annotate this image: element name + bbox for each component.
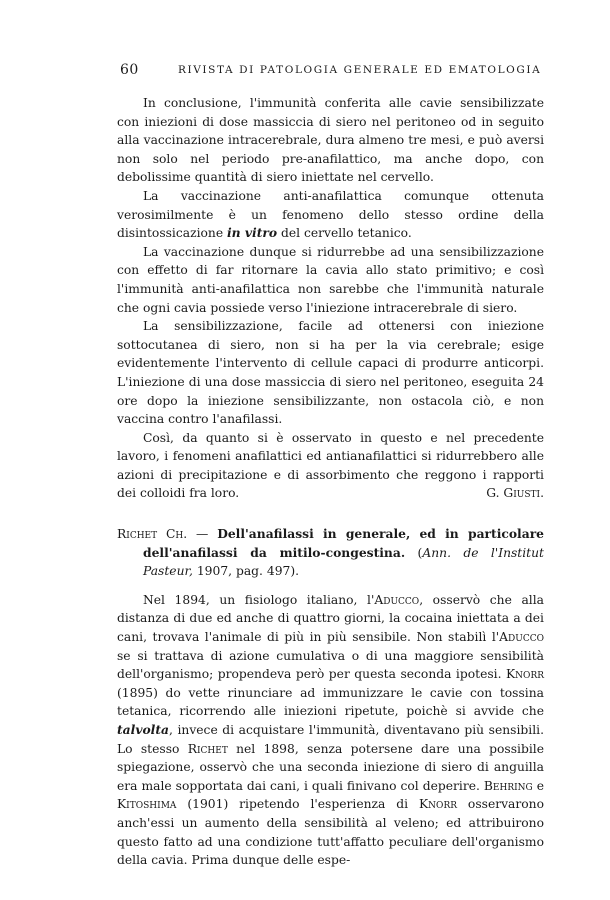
spacer — [117, 581, 544, 591]
review2-author: Richet Ch. — [117, 527, 188, 542]
review2-source-ref: 1907, pag. 497). — [192, 564, 300, 579]
review1-paragraph-3: La vaccinazione dunque si ridurrebbe ad una sensibilizzazione con effetto di far ritornare la cavia allo stato primitivo; e così l'immunità anti-anafilattica non sarebbe che l'immunità naturale che ogni cavia possiede verso l'iniezione intracerebrale di siero. — [117, 244, 544, 315]
running-head: RIVISTA DI PATOLOGIA GENERALE ED EMATOLOGIA — [178, 64, 542, 76]
review1-signature: G. Giusti. — [486, 486, 544, 501]
review1-paragraph-1: In conclusione, l'immunità conferita alle cavie sensibilizzate con iniezioni di dose massiccia di siero nel peritoneo od in seguito alla vaccinazione intracerebrale, dura almeno tre mesi, e può aversi non solo nel periodo pre-anafilattico, ma anche dopo, con debolissime quantità di siero iniettate nel cervello. — [117, 96, 544, 185]
review2-heading: Richet Ch. — Dell'anafilassi in generale, ed in particolare dell'anafilassi da mitilo-congestina. (Ann. de l'Institut Pasteur, 1907, pag. 497). — [117, 526, 544, 579]
body-text — [117, 94, 544, 870]
review2-paragraph-1: Nel 1894, un fisiologo italiano, l'Aducco, osservò che alla distanza di due ed anche di quattro giorni, la cocaina iniettata a dei cani, trovava l'animale di più in più sensibile. Non stabilì l'Aducco se si trattava di azione cumulativa o di una maggiore sensibilità dell'organismo; propendeva però per questa seconda ipotesi. Knorr (1895) do vette rinunciare ad immunizzare le cavie con tossina tetanica, ricorrendo alle iniezioni ripetute, poichè si avvide che talvolta, invece di acquistare l'immunità, diventavano più sensibili. Lo stesso Richet nel 1898, senza potersene dare una possibile spiegazione, osservò che una seconda iniezione di siero di anguilla era male sopportata dai cani, i quali finivano col deperire. Behring e Kitoshima (1901) ripetendo l'esperienza di Knorr osservarono anch'essi un aumento della sensibilità al veleno; ed attribuirono questo fatto ad una condizione tutt'affatto peculiare dell'organismo della cavia. Prima dunque delle espe- — [117, 592, 544, 868]
italic-in-vitro: in vitro — [227, 225, 278, 241]
review1-paragraph-5: Così, da quanto si è osservato in questo e nel precedente lavoro, i fenomeni anafilattici ed antianafilattici si ridurrebbero alle azioni di precipitazione e di assorbimento che reggono i rapporti dei colloidi fra loro. G. Giusti. — [117, 429, 544, 503]
page-number: 60 — [120, 62, 139, 78]
page-header — [120, 62, 542, 78]
review2-journal: Ann. de l'Institut Pasteur, — [143, 545, 544, 579]
review2-title: Dell'anafilassi in generale, ed in particolare dell'anafilassi da mitilo-congestina. — [143, 526, 544, 560]
review1-paragraph-4: La sensibilizzazione, facile ad ottenersi con iniezione sottocutanea di siero, non si ha per la via cerebrale; esige evidentemente l'intervento di cellule capaci di produrre anticorpi. L'iniezione di una dose massiccia di siero nel peritoneo, eseguita 24 ore dopo la iniezione sensibilizzante, non ostacola ciò, e non vaccina contro l'anafilassi. — [117, 319, 544, 427]
review1-paragraph-2: La vaccinazione anti-anafilattica comunque ottenuta verosimilmente è un fenomeno dello stesso ordine della disintossicazione in vitro del cervello tetanico. — [117, 188, 544, 241]
